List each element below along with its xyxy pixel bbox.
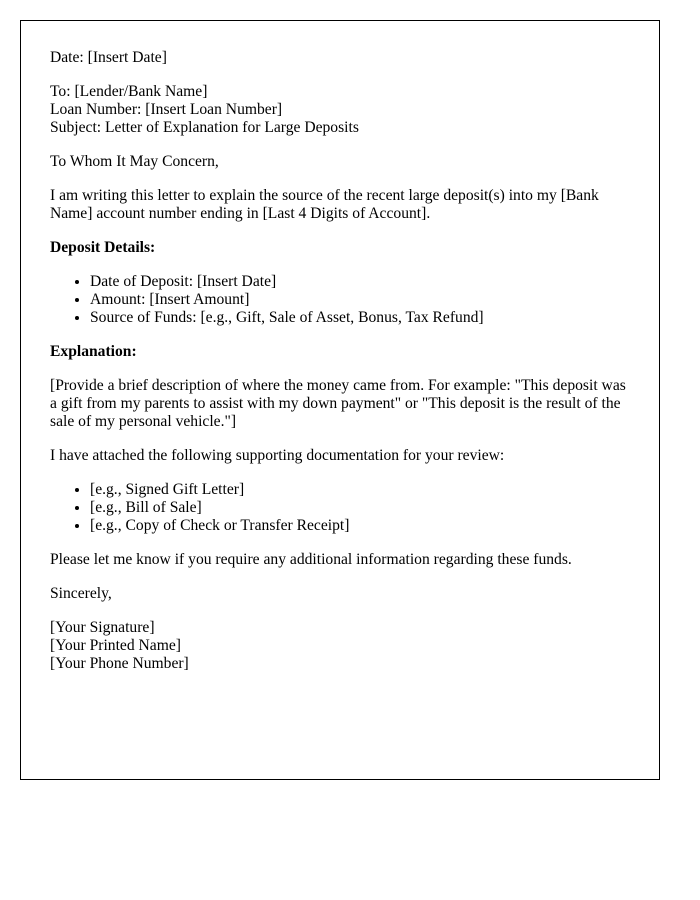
list-item: • [e.g., Bill of Sale] — [90, 499, 635, 517]
salutation: To Whom It May Concern, — [50, 153, 219, 170]
sign-off: Sincerely, — [50, 585, 112, 602]
phone-line: [Your Phone Number] — [50, 655, 189, 672]
loan-number-line: Loan Number: [Insert Loan Number] — [50, 101, 283, 118]
addressee-block — [50, 83, 635, 137]
letter-page — [20, 20, 660, 780]
closing-request: Please let me know if you require any additional information regarding these funds. — [50, 551, 572, 568]
list-item: • Source of Funds: [e.g., Gift, Sale of Asset, Bonus, Tax Refund] — [90, 309, 635, 327]
deposit-details-list — [50, 273, 635, 327]
list-item: • [e.g., Signed Gift Letter] — [90, 481, 635, 499]
signature-line: [Your Signature] — [50, 619, 155, 636]
explanation-heading: Explanation: — [50, 343, 137, 360]
deposit-details-heading: Deposit Details: — [50, 239, 156, 256]
subject-line: Subject: Letter of Explanation for Large Deposits — [50, 119, 359, 136]
to-line: To: [Lender/Bank Name] — [50, 83, 208, 100]
explanation-paragraph: [Provide a brief description of where the money came from. For example: "This deposit was a gift from my parents to assist with my down payment" or "This deposit is the result of the sale of my personal vehicle."] — [50, 377, 626, 430]
list-item: • Amount: [Insert Amount] — [90, 291, 635, 309]
signature-block — [50, 619, 635, 673]
intro-paragraph: I am writing this letter to explain the source of the recent large deposit(s) into my [Bank Name] account number ending in [Last 4 Digits of Account]. — [50, 187, 599, 222]
list-item: • [e.g., Copy of Check or Transfer Receipt] — [90, 517, 635, 535]
date-line: Date: [Insert Date] — [50, 49, 167, 66]
letter-body — [50, 49, 635, 673]
list-item: • Date of Deposit: [Insert Date] — [90, 273, 635, 291]
attached-intro: I have attached the following supporting documentation for your review: — [50, 447, 505, 464]
attachments-list — [50, 481, 635, 535]
printed-name-line: [Your Printed Name] — [50, 637, 181, 654]
